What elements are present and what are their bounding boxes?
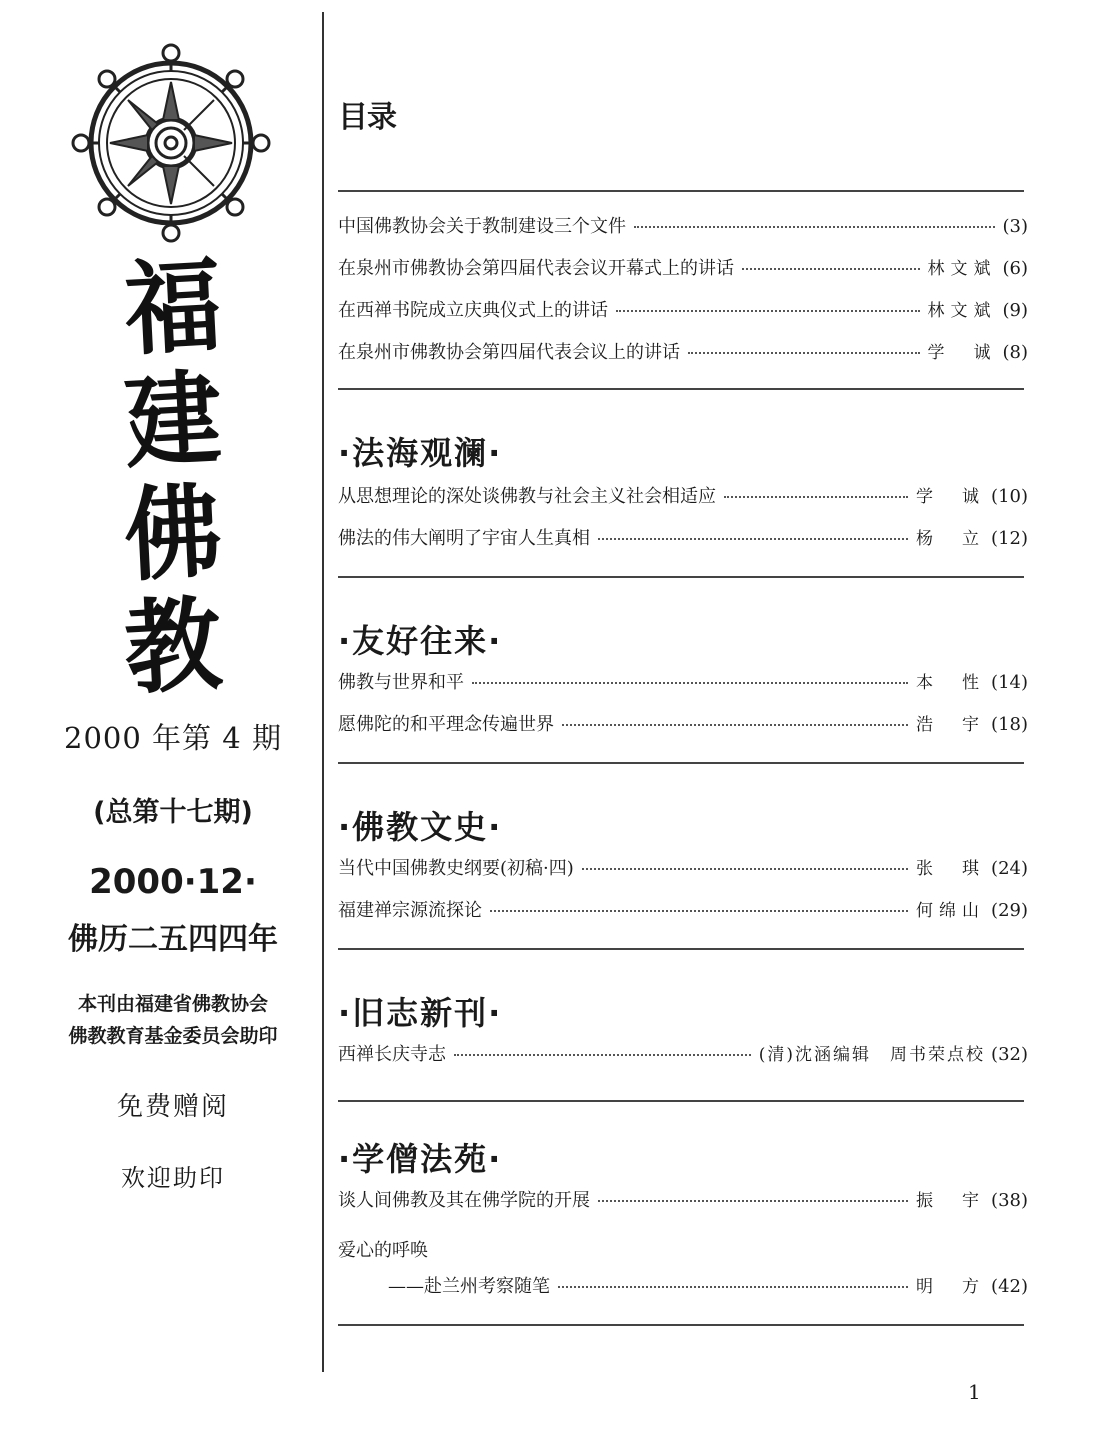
entry-page: (38) [991,1190,1028,1211]
entry-title: 中国佛教协会关于教制建设三个文件 [338,216,626,237]
entry-page: (9) [1002,300,1028,321]
divider [338,388,1024,390]
leader-dots [688,340,920,354]
title-char: 福 [121,245,225,371]
toc-title: 目录 [338,100,396,135]
entry-title: 谈人间佛教及其在佛学院的开展 [338,1190,590,1211]
toc-entry[interactable] [338,296,1028,326]
leader-dots [454,1042,751,1056]
free-note: 免费赠阅 [116,1092,229,1122]
entry-title: 当代中国佛教史纲要(初稿·四) [338,858,574,879]
section-heading: ·学僧法苑· [338,1140,503,1178]
toc-entry[interactable] [338,212,1028,242]
entry-author: 振 宇 [916,1191,986,1211]
entry-author: 明 方 [916,1277,986,1297]
welcome-note: 欢迎助印 [121,1164,225,1192]
entry-title: 在泉州市佛教协会第四届代表会议上的讲话 [338,342,680,363]
entry-author: 张 琪 [916,859,986,879]
entry-page: (42) [991,1276,1028,1297]
entry-author: 浩 宇 [916,715,986,735]
entry-title: 福建禅宗源流探论 [338,900,482,921]
divider [338,190,1024,192]
leader-dots [598,526,908,540]
section-heading: ·法海观澜· [338,434,503,472]
entry-title: 在泉州市佛教协会第四届代表会议开幕式上的讲话 [338,258,734,279]
entry-title[interactable]: 爱心的呼唤 [338,1240,428,1261]
entry-page: (12) [991,528,1028,549]
toc-entry[interactable] [338,524,1028,554]
sponsor-note [0,988,346,1052]
entry-author: 杨 立 [916,529,986,549]
toc-entry[interactable] [338,668,1028,698]
entry-title: 西禅长庆寺志 [338,1044,446,1065]
leader-dots [616,298,920,312]
section-heading: ·友好往来· [338,622,503,660]
entry-title: 在西禅书院成立庆典仪式上的讲话 [338,300,608,321]
leader-dots [582,856,908,870]
entry-page: (24) [991,858,1028,879]
section-heading: ·旧志新刊· [338,994,503,1032]
toc-entry[interactable] [338,338,1028,368]
entry-page: (29) [991,900,1028,921]
issue-total: (总第十七期) [93,797,253,828]
cover-column [0,0,322,1436]
sponsor-line: 佛教教育基金委员会助印 [68,1025,278,1047]
section-heading: ·佛教文史· [338,808,503,846]
leader-dots [562,712,908,726]
entry-page: (6) [1002,258,1028,279]
buddhist-year: 佛历二五四四年 [68,922,278,957]
issue-date: 2000·12· [89,862,257,902]
divider [338,576,1024,578]
entry-author: 林文斌 [927,259,997,279]
divider [338,1324,1024,1326]
toc-entry[interactable] [388,1272,1028,1302]
entry-author: 何绵山 [916,901,986,921]
toc-entry[interactable] [338,1040,1028,1070]
leader-dots [634,214,995,228]
toc-entry[interactable] [338,854,1028,884]
page-number: 1 [968,1380,981,1404]
divider [338,762,1024,764]
entry-author: 学 诚 [927,343,997,363]
toc-entry[interactable] [338,254,1028,284]
entry-title: 佛法的伟大阐明了宇宙人生真相 [338,528,590,549]
dharma-wheel-icon [66,38,276,248]
leader-dots [558,1274,908,1288]
journal-title [108,245,238,710]
entry-author: 本 性 [916,673,986,693]
entry-page: (3) [1002,216,1028,237]
entry-page: (14) [991,672,1028,693]
entry-page: (8) [1002,342,1028,363]
entry-page: (10) [991,486,1028,507]
leader-dots [598,1188,908,1202]
divider [338,948,1024,950]
toc-entry[interactable] [338,482,1028,512]
sponsor-line: 本刊由福建省佛教协会 [77,993,268,1015]
entry-page: (18) [991,714,1028,735]
leader-dots [724,484,908,498]
entry-title: 愿佛陀的和平理念传遍世界 [338,714,554,735]
leader-dots [742,256,920,270]
entry-title: 佛教与世界和平 [338,672,464,693]
vertical-divider [322,12,324,1372]
toc-entry[interactable] [338,896,1028,926]
issue-year: 2000 年第 4 期 [64,721,282,755]
entry-author: (清)沈涵编辑 周书荣点校 [758,1045,986,1065]
divider [338,1100,1024,1102]
entry-subtitle: ——赴兰州考察随笔 [388,1276,550,1297]
entry-author: 林文斌 [927,301,997,321]
title-char: 建 [121,358,225,484]
entry-title: 从思想理论的深处谈佛教与社会主义社会相适应 [338,486,716,507]
leader-dots [490,898,908,912]
entry-page: (32) [991,1044,1028,1065]
leader-dots [472,670,908,684]
entry-author: 学 诚 [916,487,986,507]
title-char: 佛 [121,471,225,597]
title-char: 教 [121,584,225,710]
toc-entry[interactable] [338,1186,1028,1216]
toc-entry[interactable] [338,710,1028,740]
